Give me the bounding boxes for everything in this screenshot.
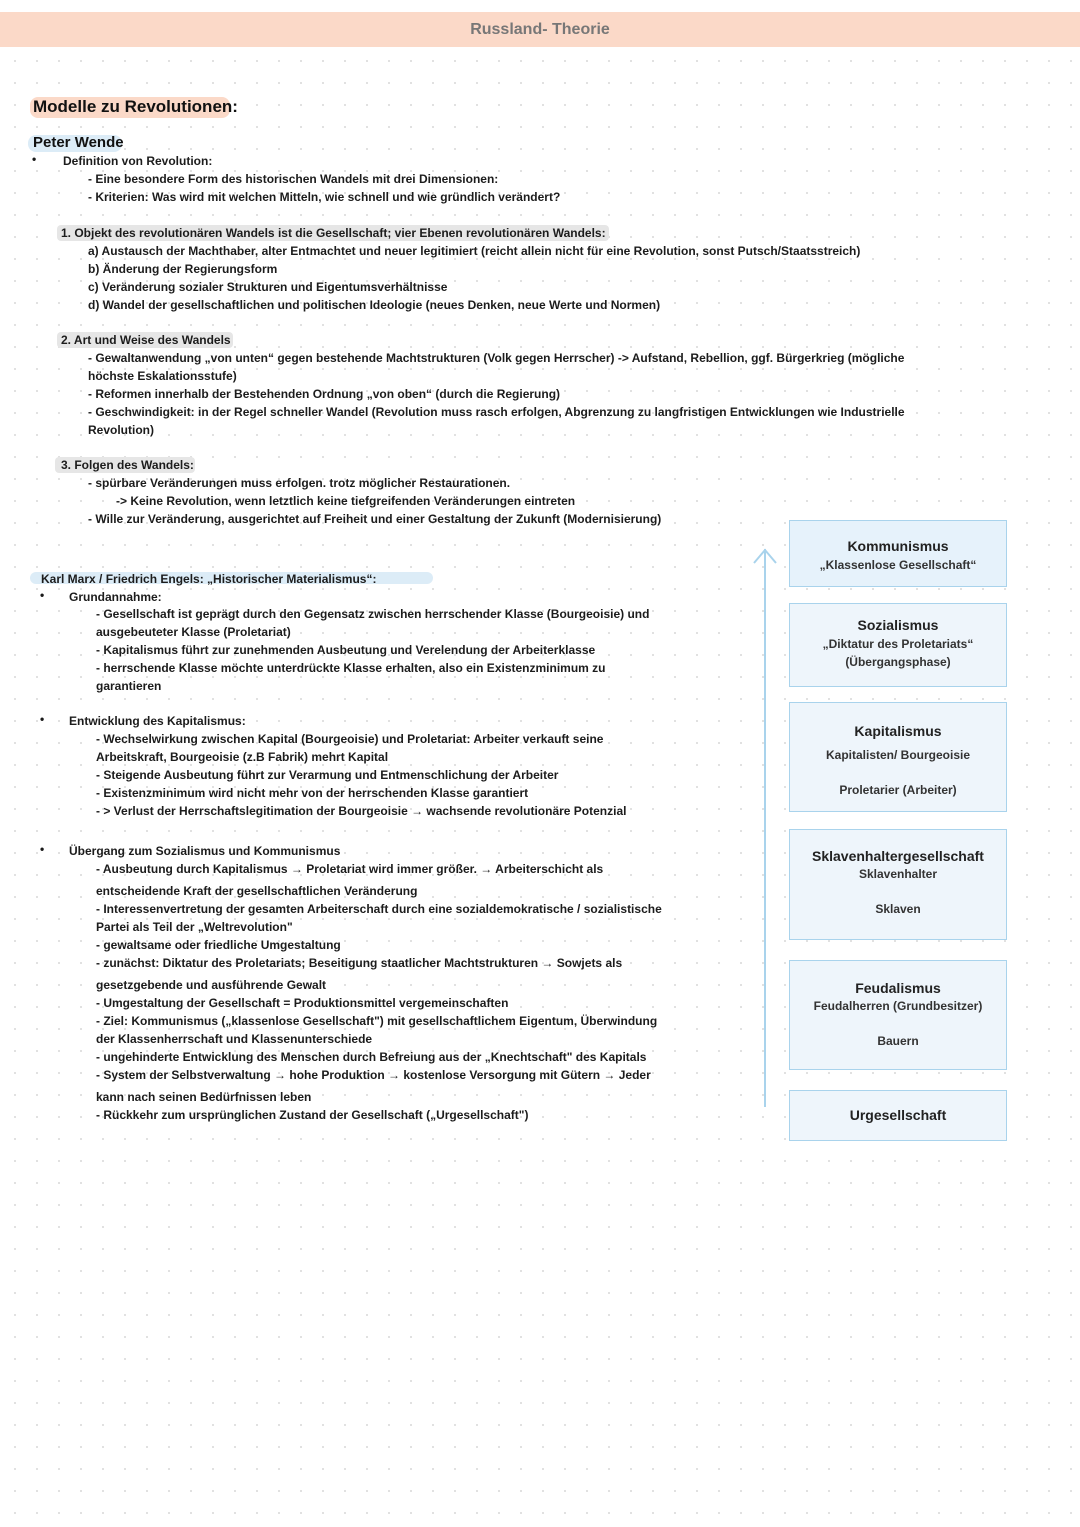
text-line: - Ziel: Kommunismus („klassenlose Gesellschaft") mit gesellschaftlichem Eigentum, Überwindung (96, 1014, 658, 1028)
grundannahme-label: Grundannahme: (69, 590, 162, 604)
text-line: kann nach seinen Bedürfnissen leben (96, 1090, 312, 1104)
text-line: d) Wandel der gesellschaftlichen und politischen Ideologie (neues Denken, neue Werte und Normen) (88, 298, 661, 312)
text-line: c) Veränderung sozialer Strukturen und Eigentumsverhältnisse (88, 280, 448, 294)
text-line: - spürbare Veränderungen muss erfolgen. trotz möglicher Restaurationen. (88, 476, 511, 490)
text-line: - Kapitalismus führt zur zunehmenden Ausbeutung und Verelendung der Arbeiterklasse (96, 643, 596, 657)
text-line: Arbeitskraft, Bourgeoisie (z.B Fabrik) mehrt Kapital (96, 750, 389, 764)
wende-name: Peter Wende (33, 134, 124, 151)
p1-heading: 1. Objekt des revolutionären Wandels ist die Gesellschaft; vier Ebenen revolutionären Wandels: (61, 226, 606, 240)
text-line: höchste Eskalationsstufe) (88, 369, 237, 383)
text-line: Revolution) (88, 423, 154, 437)
text-line: - Rückkehr zum ursprünglichen Zustand der Gesellschaft („Urgesellschaft") (96, 1108, 529, 1122)
entwicklung-label: Entwicklung des Kapitalismus: (69, 714, 246, 728)
stage-subtitle: Bauern (877, 1034, 919, 1048)
text-line: - Eine besondere Form des historischen Wandels mit drei Dimensionen: (88, 172, 499, 186)
text-line: - Interessenvertretung der gesamten Arbeiterschaft durch eine sozialdemokratische / sozialistische (96, 902, 662, 916)
uebergang-lines-b (96, 882, 662, 972)
text-line: - herrschende Klasse möchte unterdrückte Klasse erhalten, also ein Existenzminimum zu (96, 661, 606, 675)
bullet: • (40, 712, 45, 726)
stage-title: Kommunismus (847, 538, 949, 554)
p2-heading: 2. Art und Weise des Wandels (61, 333, 231, 347)
stage-subtitle: „Klassenlose Gesellschaft“ (819, 558, 977, 572)
text-line: a) Austausch der Machthaber, alter Entmachtet und neuer legitimiert (reicht allein nicht für eine Revolution, sonst Putsch/Staatsstreich) (88, 244, 861, 258)
stage-title: Feudalismus (855, 980, 941, 996)
text-line: - Kriterien: Was wird mit welchen Mitteln, wie schnell und wie gründlich verändert? (88, 190, 561, 204)
text-line: - ungehinderte Entwicklung des Menschen durch Befreiung aus der „Knechtschaft" des Kapitals (96, 1050, 647, 1064)
text-line: - Existenzminimum wird nicht mehr von der herrschenden Klasse garantiert (96, 786, 529, 800)
stage-title: Urgesellschaft (849, 1107, 947, 1123)
text-line: garantieren (96, 679, 162, 693)
text-line: - gewaltsame oder friedliche Umgestaltung (96, 938, 341, 952)
stage-subtitle: (Übergangsphase) (845, 655, 951, 669)
bullet: • (32, 152, 37, 166)
stage-title: Sozialismus (857, 617, 939, 633)
text-line: der Klassenherrschaft und Klassenunterschiede (96, 1032, 373, 1046)
text-line: - Gesellschaft ist geprägt durch den Gegensatz zwischen herrschender Klasse (Bourgeoisie) und (96, 607, 650, 621)
text-line: - zunächst: Diktatur des Proletariats; Beseitigung staatlicher Machtstrukturen → Sowjets als (96, 956, 623, 970)
stage-urgesellschaft (789, 1090, 1007, 1141)
text-line: Partei als Teil der „Weltrevolution" (96, 920, 293, 934)
stage-subtitle: „Diktatur des Proletariats“ (822, 637, 974, 651)
p1-lines (88, 242, 860, 314)
header-bar (0, 12, 1080, 47)
wende-definition-label: Definition von Revolution: (63, 154, 213, 168)
text-line: - Wechselwirkung zwischen Kapital (Bourgeoisie) und Proletariat: Arbeiter verkauft seine (96, 732, 604, 746)
stage-subtitle: Proletarier (Arbeiter) (839, 783, 957, 797)
stage-subtitle: Sklavenhalter (858, 867, 938, 881)
text-line: - Gewaltanwendung „von unten“ gegen bestehende Machtstrukturen (Volk gegen Herrscher) -> Aufstand, Rebellion, ggf. Bürgerkrieg (mögliche (88, 351, 905, 365)
p2-lines (88, 349, 905, 439)
uebergang-label: Übergang zum Sozialismus und Kommunismus (69, 844, 341, 858)
stage-subtitle: Kapitalisten/ Bourgeoisie (825, 748, 971, 762)
grundannahme-lines (96, 605, 649, 695)
page-title: Russland- Theorie (470, 20, 610, 38)
wende-definition-lines (88, 170, 560, 206)
uebergang-lines-c (96, 976, 657, 1084)
stage-feudalismus (789, 960, 1007, 1070)
bullet: • (40, 588, 45, 602)
uebergang-lines-d (96, 1088, 528, 1124)
stage-subtitle: Feudalherren (Grundbesitzer) (813, 999, 983, 1013)
p3-heading: 3. Folgen des Wandels: (61, 458, 194, 472)
text-line: b) Änderung der Regierungsform (88, 262, 278, 276)
stage-title: Kapitalismus (854, 723, 942, 739)
text-line: entscheidende Kraft der gesellschaftlichen Veränderung (96, 884, 418, 898)
bullet: • (40, 842, 45, 856)
text-line: - Geschwindigkeit: in der Regel schneller Wandel (Revolution muss rasch erfolgen, Abgrenzung zu langfristigen Entwicklungen wie Industrielle (88, 405, 905, 419)
text-line: gesetzgebende und ausführende Gewalt (96, 978, 327, 992)
stage-sklavenhaltergesellschaft (789, 829, 1007, 940)
section-title: Modelle zu Revolutionen: (33, 97, 238, 116)
text-line: - Ausbeutung durch Kapitalismus → Proletariat wird immer größer. → Arbeiterschicht als (96, 862, 604, 876)
text-line: ausgebeuteter Klasse (Proletariat) (96, 625, 291, 639)
text-line: - > Verlust der Herrschaftslegitimation der Bourgeoisie → wachsende revolutionäre Potenzial (96, 804, 627, 818)
text-line: - Wille zur Veränderung, ausgerichtet auf Freiheit und einer Gestaltung der Zukunft (Modernisierung) (88, 512, 662, 526)
stage-title: Sklavenhaltergesellschaft (812, 848, 984, 864)
text-line: - Reformen innerhalb der Bestehenden Ordnung „von oben“ (durch die Regierung) (88, 387, 561, 401)
marx-heading: Karl Marx / Friedrich Engels: „Historischer Materialismus“: (41, 572, 377, 586)
text-line: - Steigende Ausbeutung führt zur Verarmung und Entmenschlichung der Arbeiter (96, 768, 559, 782)
uebergang-lines-a (96, 860, 603, 878)
entwicklung-lines (96, 730, 626, 820)
stage-kapitalismus (789, 702, 1007, 812)
text-line: - Umgestaltung der Gesellschaft = Produktionsmittel vergemeinschaften (96, 996, 509, 1010)
progression-arrow-icon (750, 545, 780, 1110)
stage-kommunismus (789, 520, 1007, 587)
stage-sozialismus (789, 603, 1007, 687)
text-line: - System der Selbstverwaltung → hohe Produktion → kostenlose Versorgung mit Gütern → Jeder (96, 1068, 651, 1082)
text-line: -> Keine Revolution, wenn letztlich keine tiefgreifenden Veränderungen eintreten (116, 494, 576, 508)
stage-subtitle: Sklaven (875, 902, 921, 916)
